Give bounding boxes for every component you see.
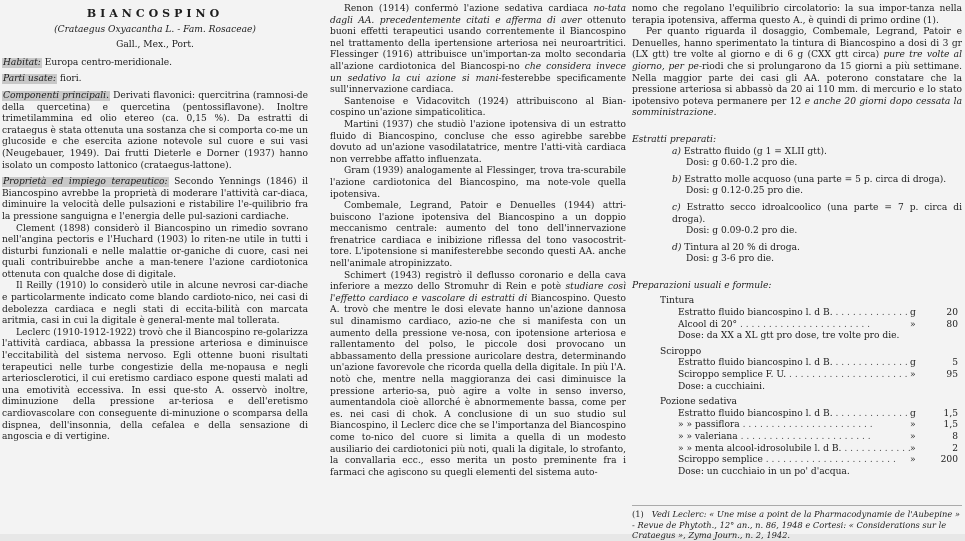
paragraph-combemale: Combemale, Legrand, Patoir e Denuelles (1944) attri-buiscono l'azione ipotensiva del Biancospino a un doppio meccanismo centrale: aumento del tono dell'innervazione frenatrice cardiaca e inibizione riflessa del tono vasocostrit-tore. L'ipotensione si manifesterebbe secondo questi AA. anche nell'animale atropinizzato.	[330, 201, 626, 270]
recipe-title: Sciroppo	[660, 346, 702, 357]
schimert-b: Biancospino. Questo A. trovò che mentre le dosi elevate hanno un'azione dannosa sul dinamismo cardiaco, azio-ne che si manifesta con un aumento della pressione ve-nosa, con ipotensione arteriosa e rallentamento del polso, le piccole dosi provocano un abbassamento della pressione auricolare destra, determinando un'azione favorevole che ricorda quella della digitale. In più l'A. notò che, mentre nella maggioranza dei casi diminuisce la pressione arterio-sa, può agire a volte in senso inverso, aumentandola cioè allorché è abnormemente bassa, come per es. nei casi di chok. A conclusione di un suo studio sul Biancospino, il Leclerc dice che se l'importanza del Biancospino come to-nico del cuore si limita a quella di un modesto ausiliario dei cardiotonici più noti, quali la digitale, lo strofanto, la convallaria ecc., esso merita un posto preminente fra i farmaci che agiscono su quegli elementi del sistema auto-	[330, 293, 626, 478]
estratti-heading: Estratti preparati:	[632, 134, 717, 145]
ingredient-unit: g	[910, 408, 916, 419]
renon-c: festerebbe specificamente sull'innervazione cardiaca.	[330, 73, 626, 96]
cont-a: nomo che regolano l'equilibrio circolatorio: la sua impor-tanza nella terapia ipotensiva, afferma questo A., è quindi di primo ordine	[632, 4, 962, 26]
recipe-dose: Dose: un cucchiaio in un po' d'acqua.	[678, 466, 850, 477]
ingredient-name: » » menta alcool-idrosolubile l. d B. . . .	[678, 444, 910, 456]
dosage-b: riodi che si prolungarono da 15 giorni a più settimane. Nella maggior parte dei casi gli AA. poterono constatare che la pressione arteriosa si abbassò da 20 ai 110 mm. di mercurio e lo stato ipotensivo poteva permanere per 12	[632, 61, 962, 107]
property-label: Proprietà ed impiego terapeutico:	[3, 177, 168, 188]
recipe-row	[632, 358, 962, 370]
ingredient-name: Estratto fluido biancospino l. d B. . . .	[678, 409, 910, 421]
footnote-text: Vedi Leclerc: « Une mise a point de la Pharmacodynamie de l'Aubepine » - Revue de Phytoth., 12° an., n. 86, 1948 e Cortesi: « Considerations sur le Crataegus », Zyma Journ., n. 2, 1942.	[632, 509, 960, 540]
parts-label: Parti usate:	[3, 74, 56, 85]
estratto-dose: Dosi: g 0.12-0.25 pro die.	[686, 186, 804, 197]
recipe-row	[632, 320, 962, 332]
estratto-b	[632, 175, 962, 198]
ingredient-qty: 1,5	[943, 420, 958, 431]
column-middle	[330, 4, 626, 479]
estratto-letter: d)	[672, 242, 682, 253]
estratto-dose: Dosi: g 3-6 pro die.	[686, 254, 775, 265]
column-left	[2, 4, 308, 444]
recipe-row	[632, 455, 962, 467]
page-title: BIANCOSPINO	[86, 7, 224, 20]
estratto-letter: c)	[672, 202, 681, 213]
estratto-dose: Dosi: g 0.09-0.2 pro die.	[686, 226, 798, 237]
ingredient-unit: »	[910, 455, 916, 466]
estratto-dose: Dosi: g 0.60-1.2 pro die.	[686, 158, 798, 169]
parts-text: fiori.	[56, 74, 82, 85]
paragraph-clement: Clement (1898) considerò il Biancospino un rimedio sovrano nell'angina pectoris e l'Huchard (1903) lo riten-ne utile in tutti i disturbi funzionali e nelle malattie or-ganiche di cuore, casi nei quali contribuirebbe anche a man-tenere l'azione cardiotonica ottenuta con qualche dose di digitale.	[2, 223, 308, 280]
ingredient-qty: 80	[946, 319, 958, 330]
recipe-pozione	[632, 397, 962, 478]
dosage-italic: pure tre volte al giorno, per pe-	[632, 50, 962, 72]
renon-italic: no-tata dagli AA. precedentemente citati e afferma di aver	[330, 4, 626, 26]
ingredient-qty: 2	[952, 443, 958, 454]
estratto-d	[632, 243, 962, 266]
renon-a: Renon (1914) confermò l'azione sedativa cardiaca	[344, 4, 594, 14]
paragraph-dosage	[632, 27, 962, 120]
botanical-name-text: (Crataegus Oxyacantha L. - Fam. Rosaceae)	[54, 24, 256, 35]
column-right	[632, 4, 962, 478]
estratto-name: Tintura al 20 % di droga.	[684, 242, 800, 253]
ingredient-qty: 95	[946, 370, 958, 381]
paragraph-schimert	[330, 271, 626, 480]
ingredient-unit: »	[910, 443, 916, 454]
components-paragraph	[2, 91, 308, 172]
footnote-ref: (1)	[923, 15, 936, 26]
renon-b: ottenuto buoni effetti terapeutici usando correntemente il Biancospino nel trattamento della ipertensione arteriosa nei neuroartritici. Flessinger (1916) attribuisce un'importan-za molto secondaria all'azione cardiotonica del Biancospi-no	[330, 15, 626, 72]
ingredient-name: Alcool di 20° . . .	[678, 320, 910, 332]
estratto-name: Estratto secco idroalcoolico (una parte = 7 p. circa di droga).	[672, 202, 962, 225]
recipe-row	[632, 444, 962, 456]
ingredient-unit: »	[910, 370, 916, 381]
ingredient-qty: 1,5	[943, 408, 958, 419]
schimert-a: Schimert (1943) registrò il deflusso coronario e della cava inferiore a mezzo dello Stromuhr di Rein e potè	[330, 270, 626, 293]
estratti-list	[632, 147, 962, 266]
ingredient-unit: »	[910, 432, 916, 442]
ingredient-unit: »	[910, 420, 916, 431]
paragraph-leclerc: Leclerc (1910-1912-1922) trovò che il Biancospino re-golarizza l'attività cardiaca, abbassa la pressione arteriosa e diminuisce l'eccitabilità del sistema nervoso. Egli ottenne buoni risultati terapeutici nelle turbe congestizie della me-nopausa e negli arteriosclerotici, il cui eretismo cardiaco espone questi malati ad una emotività eccessiva. In essi que-sto A. osservò inoltre, diminuzione della pressione ar-teriosa e dell'eretismo cardiovascolare con conseguente di-minuzione o scomparsa della dispnea, dell'insonnia, della cefalea e della sensazione di angoscia e di vertigine.	[2, 327, 308, 443]
ingredient-unit: g	[910, 308, 916, 319]
dosage-italic-2: e anche 20 giorni dopo cessata la somministrazione.	[632, 96, 962, 119]
components-label: Componenti principali.	[3, 90, 109, 101]
recipe-title: Pozione sedativa	[660, 397, 737, 408]
property-text: Secondo Yennings (1846) il Biancospino avrebbe la proprietà di moderare l'attività car-diaca, diminuire la velocità delle pulsazioni e ristabilire l'e-quilibrio fra la pressione sanguigna e l'energia delle pul-sazioni cardiache.	[2, 177, 308, 222]
ingredient-name: » » valeriana . . .	[678, 432, 910, 444]
paragraph-renon	[330, 4, 626, 97]
recipe-row	[632, 370, 962, 382]
recipe-sciroppo	[632, 347, 962, 393]
ingredient-name: Sciroppo semplice . . .	[678, 455, 910, 467]
paragraph-reilly: Il Reilly (1910) lo considerò utile in alcune nevrosi car-diache e particolarmente indicato come blando cardioto-nico, nei casi di debolezza cardiaca e negli stati di eccita-bilità con marcata aritmia, casi in cui la digitale è general-mente mal tollerata.	[2, 281, 308, 327]
pharmacopoeia-origin: Gall., Mex., Port.	[116, 40, 194, 51]
ingredient-qty: 20	[946, 308, 958, 319]
dosage-a: Per quanto riguarda il dosaggio, Combemale, Legrand, Patoir e Denuelles, hanno sperimentato la tintura di Biancospino a dosi di 3 gr (LX gtt) tre volte al giorno e di 6 g (CXX gtt circa)	[632, 27, 962, 61]
habitat-label: Habitat:	[3, 57, 41, 68]
schimert-italic: studiare così l'effetto cardiaco e vascolare di estratti di	[330, 282, 626, 304]
ingredient-qty: 200	[940, 455, 958, 466]
footnote-marker: (1)	[632, 509, 644, 519]
recipe-row	[632, 308, 962, 320]
estratto-name: Estratto fluido (g 1 = XLII gtt).	[683, 146, 827, 157]
estratto-c	[632, 203, 962, 238]
habitat-text: Europa centro-meridionale.	[41, 57, 173, 68]
estratto-letter: a)	[672, 146, 681, 157]
habitat-line	[2, 58, 308, 70]
parts-line	[2, 74, 308, 86]
recipe-row	[632, 409, 962, 421]
components-text: Derivati flavonici: quercitrina (ramnosi-de della quercetina) e quercetina (pentossiflavone). Inoltre trimetilammina ed olio etereo (ca. 0,15 %). Da estratti di crataegus è stata ottenuta una sostanza che si comporta co-me un glucoside e che esercita azione notevole sul cuore e sui vasi (Neugebauer, 1949). Dai frutti Dieterle e Dorner (1937) hanno isolato un composto lattonico (crataegus-lattone).	[2, 90, 308, 171]
botanical-name	[2, 25, 308, 37]
ingredient-name: Sciroppo semplice F. U. . . .	[678, 370, 910, 382]
ingredient-unit: g	[910, 358, 916, 369]
recipe-dose: Dose: a cucchiaini.	[678, 381, 765, 392]
ingredient-unit: »	[910, 319, 916, 330]
ingredient-name: Estratto fluido biancospino l. d B. . . .	[678, 308, 910, 320]
recipe-dose: Dose: da XX a XL gtt pro dose, tre volte pro die.	[678, 331, 900, 342]
paragraph-martini: Martini (1937) che studiò l'azione ipotensiva di un estratto fluido di Biancospino, concluse che esso agirebbe sarebbe dovuto ad un'azione vasodilatatrice, mentre l'atti-vità cardiaca non verrebbe affatto influenzata.	[330, 119, 626, 165]
ingredient-qty: 8	[952, 432, 958, 442]
estratto-name: Estratto molle acquoso (una parte = 5 p. circa di droga).	[684, 174, 947, 185]
cont-b: .	[935, 15, 939, 26]
preparazioni-heading: Preparazioni usuali e formule:	[632, 280, 772, 291]
paragraph-gram: Gram (1939) analogamente al Flessinger, trova tra-scurabile l'azione cardiotonica del Biancospino, ma note-vole quella ipotensiva.	[330, 166, 626, 200]
property-paragraph	[2, 177, 308, 223]
ingredient-name: » » passiflora . . .	[678, 420, 910, 432]
renon-italic-2: che considera invece un sedativo la cui azione si mani-	[330, 61, 626, 84]
estratto-letter: b)	[672, 174, 682, 185]
footnote	[632, 505, 962, 541]
recipe-title: Tintura	[660, 296, 695, 307]
ingredient-qty: 5	[952, 358, 958, 369]
recipe-row	[632, 420, 962, 432]
paragraph-santenoise: Santenoise e Vidacovitch (1924) attribuiscono al Bian-cospino un'azione simpaticolitica.	[330, 96, 626, 119]
paragraph-continuation	[632, 4, 962, 27]
recipe-row	[632, 432, 962, 444]
recipe-tintura	[632, 296, 962, 342]
ingredient-name: Estratto fluido biancospino l. d B. . . .	[678, 358, 910, 370]
estratto-a	[632, 147, 962, 170]
